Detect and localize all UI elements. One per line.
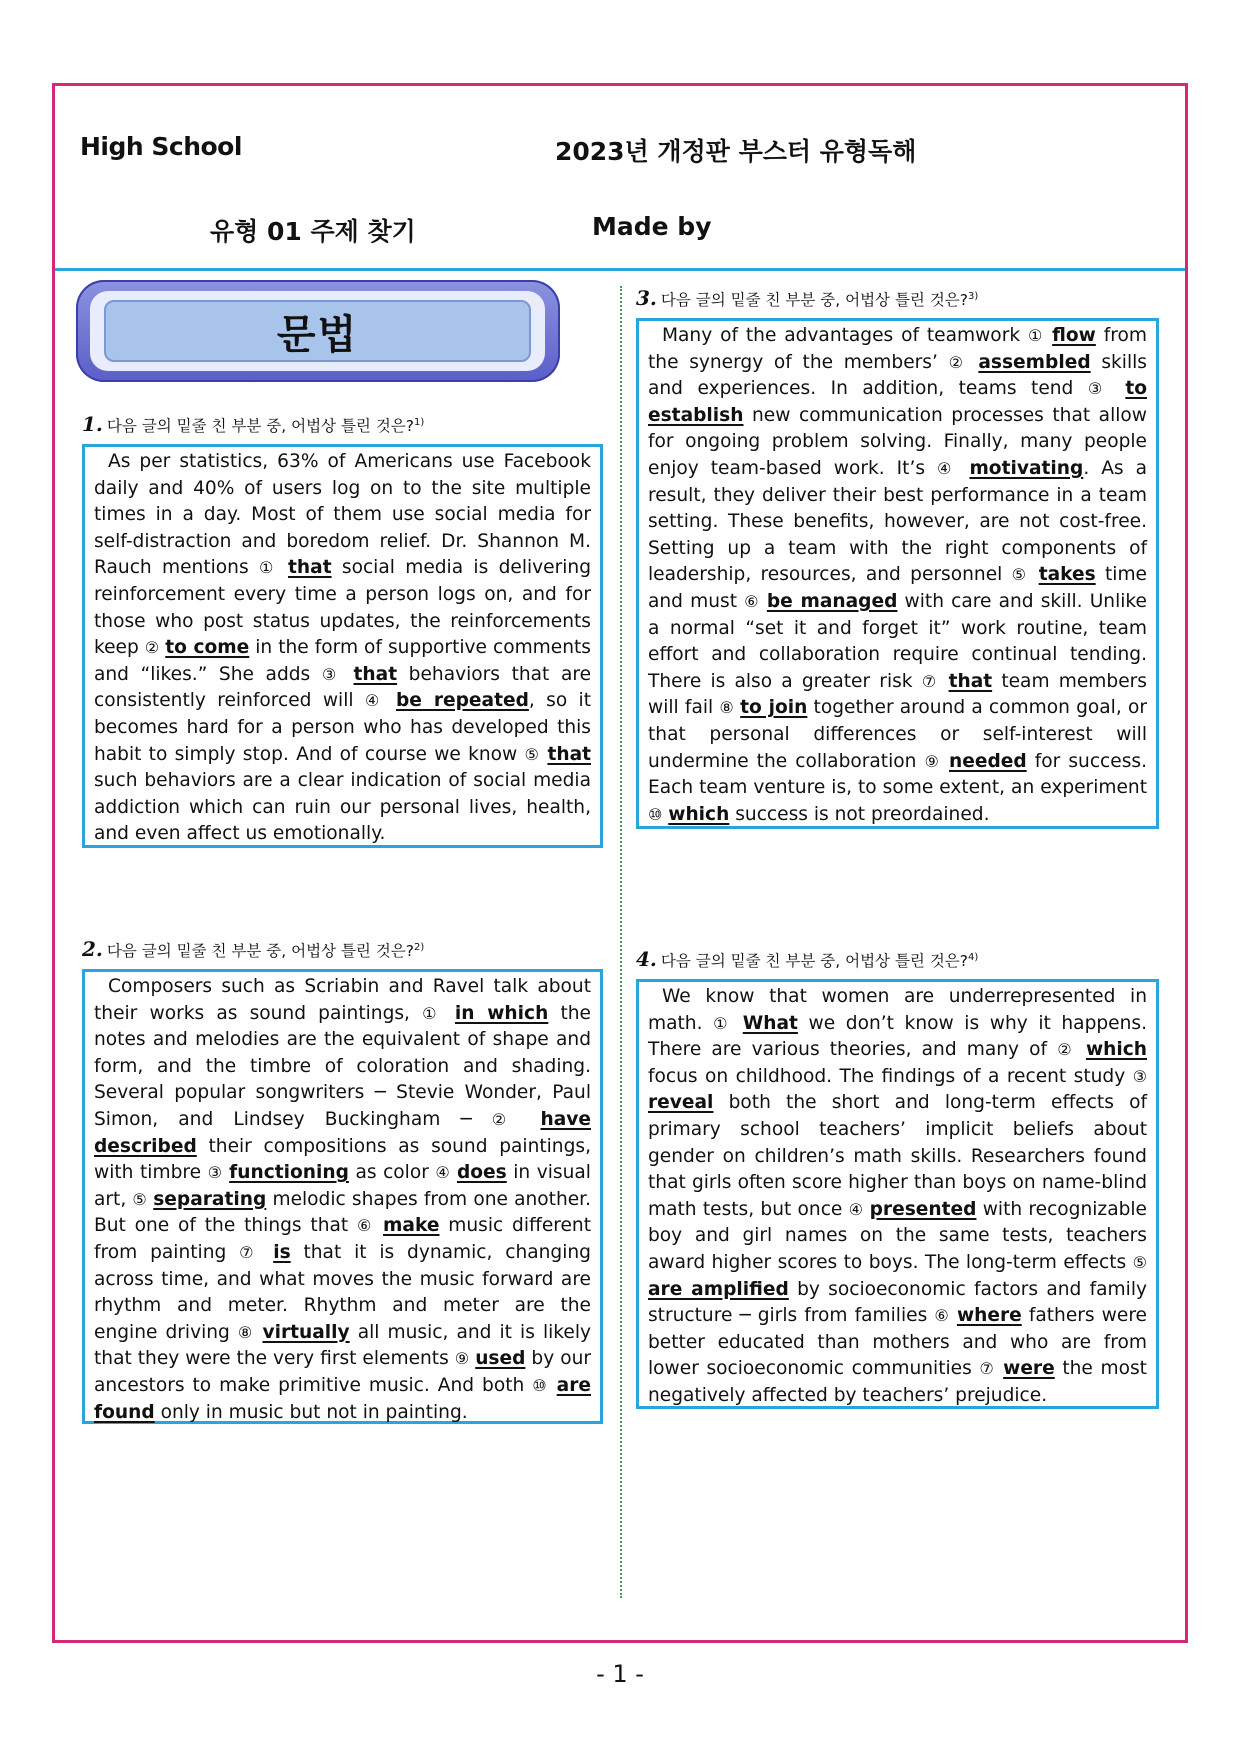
underlined-choice: were <box>1003 1358 1055 1380</box>
question-1-header <box>82 412 424 436</box>
underlined-choice: virtually <box>262 1321 350 1343</box>
underlined-choice: used <box>475 1348 526 1370</box>
underlined-choice: that <box>948 670 993 692</box>
underlined-choice: flow <box>1052 325 1096 346</box>
underlined-choice: make <box>383 1215 440 1237</box>
underlined-choice: to join <box>740 697 808 719</box>
underlined-choice: have described <box>94 1108 591 1157</box>
underlined-choice: What <box>742 1012 798 1034</box>
underlined-choice: where <box>956 1305 1022 1327</box>
column-divider <box>620 286 622 1598</box>
question-3-passage: Many of the advantages of teamwork ① flow from the synergy of the members’ ② assembled skills and experiences. In addition, teams tend ③ to establish new communication processes that allow for ongoing problem solving. Finally, many people enjoy team-based work. It’s ④ motivating. As a result, they deliver their best performance in a team setting. These benefits, however, are not cost-free. Setting up a team with the right components of leadership, resources, and personnel ⑤ takes time and must ⑥ be managed with care and skill. Unlike a normal “set it and forget it” work routine, team effort and collaboration require continual tending. There is also a greater risk ⑦ that team members will fail ⑧ to join together around a common goal, or that personal differences or self-interest will undermine the collaboration ⑨ needed for success. Each team venture is, to some extent, an experiment ⑩ which success is not preordained. <box>636 318 1159 829</box>
type-label: 유형 01 주제 찾기 <box>210 217 416 246</box>
underlined-choice: which <box>1085 1039 1147 1061</box>
question-2-passage: Composers such as Scriabin and Ravel talk about their works as sound paintings, ① in which the notes and melodies are the equivalent of shape and form, and the timbre of coloration and shading. Several popular songwriters ─ Stevie Wonder, Paul Simon, and Lindsey Buckingham ─ ② have described their compositions as sound paintings, with timbre ③ functioning as color ④ does in visual art, ⑤ separating melodic shapes from one another. But one of the things that ⑥ make music different from painting ⑦ is that it is dynamic, changing across time, and what moves the music forward are rhythm and meter. Rhythm and meter are the engine driving ⑧ virtually all music, and it is likely that they were the very first elements ⑨ used by our ancestors to make primitive music. And both ⑩ are found only in music but not in painting. <box>82 969 603 1424</box>
question-prompt: 다음 글의 밑줄 친 부분 중, 어법상 틀린 것은? <box>106 942 415 960</box>
question-prompt: 다음 글의 밑줄 친 부분 중, 어법상 틀린 것은? <box>106 417 415 435</box>
made-by-label: Made by <box>592 212 712 241</box>
page-number: - 1 - <box>596 1660 644 1688</box>
underlined-choice: takes <box>1038 564 1096 586</box>
underlined-choice: which <box>668 803 730 825</box>
question-number: 2. <box>82 937 103 961</box>
underlined-choice: separating <box>153 1188 267 1210</box>
footnote-marker: 4) <box>968 951 979 963</box>
footnote-marker: 2) <box>414 941 425 953</box>
section-banner-title: 문법 <box>276 311 359 358</box>
underlined-choice: to establish <box>648 378 1147 426</box>
underlined-choice: does <box>456 1162 507 1184</box>
section-banner-core <box>104 300 531 362</box>
question-4-passage: We know that women are underrepresented in math. ① What we don’t know is why it happens. There are various theories, and many of ② which focus on childhood. The findings of a recent study ③ reveal both the short and long-term effects of primary school teachers’ implicit beliefs about gender on children’s math skills. Researchers found that girls often score higher than boys on name-blind math tests, but once ④ presented with recognizable boy and girl names on the same tests, teachers award higher scores to boys. The long-term effects ⑤ are amplified by socioeconomic factors and family structure ─ girls from families ⑥ where fathers were better educated than mothers and who are from lower socioeconomic communities ⑦ were the most negatively affected by teachers’ prejudice. <box>636 979 1159 1409</box>
question-number: 4. <box>636 947 657 971</box>
question-prompt: 다음 글의 밑줄 친 부분 중, 어법상 틀린 것은? <box>660 952 969 970</box>
question-number: 3. <box>636 286 657 310</box>
footnote-marker: 3) <box>968 290 979 302</box>
question-2-header <box>82 937 424 961</box>
underlined-choice: be managed <box>766 590 898 612</box>
question-4-header <box>636 947 978 971</box>
underlined-choice: functioning <box>229 1162 349 1184</box>
question-number: 1. <box>82 412 103 436</box>
underlined-choice: is <box>273 1241 291 1263</box>
underlined-choice: presented <box>869 1198 977 1220</box>
edition-title: 2023년 개정판 부스터 유형독해 <box>555 137 917 166</box>
header-divider <box>55 268 1185 271</box>
underlined-choice: that <box>547 743 591 765</box>
underlined-choice: assembled <box>978 351 1091 373</box>
underlined-choice: in which <box>454 1002 549 1024</box>
footnote-marker: 1) <box>414 416 425 428</box>
question-3-header <box>636 286 978 310</box>
underlined-choice: needed <box>948 750 1027 772</box>
school-label: High School <box>80 132 242 161</box>
underlined-choice: that <box>353 663 398 685</box>
underlined-choice: are amplified <box>648 1278 789 1300</box>
question-1-passage: As per statistics, 63% of Americans use Facebook daily and 40% of users log on to the site multiple times in a day. Most of them use social media for self-distraction and boredom relief. Dr. Shannon M. Rauch mentions ① that social media is delivering reinforcement every time a person logs on, and for those who post status updates, the reinforcements keep ② to come in the form of supportive comments and “likes.” She adds ③ that behaviors that are consistently reinforced will ④ be repeated, so it becomes hard for a person who has developed this habit to simply stop. And of course we know ⑤ that such behaviors are a clear indication of social media addiction which can ruin our personal lives, health, and even affect us emotionally. <box>82 444 603 848</box>
underlined-choice: are found <box>94 1374 591 1423</box>
underlined-choice: reveal <box>648 1092 714 1114</box>
underlined-choice: to come <box>165 637 250 659</box>
question-prompt: 다음 글의 밑줄 친 부분 중, 어법상 틀린 것은? <box>660 291 969 309</box>
underlined-choice: motivating <box>969 457 1084 479</box>
underlined-choice: that <box>288 557 332 579</box>
underlined-choice: be repeated <box>396 690 529 712</box>
